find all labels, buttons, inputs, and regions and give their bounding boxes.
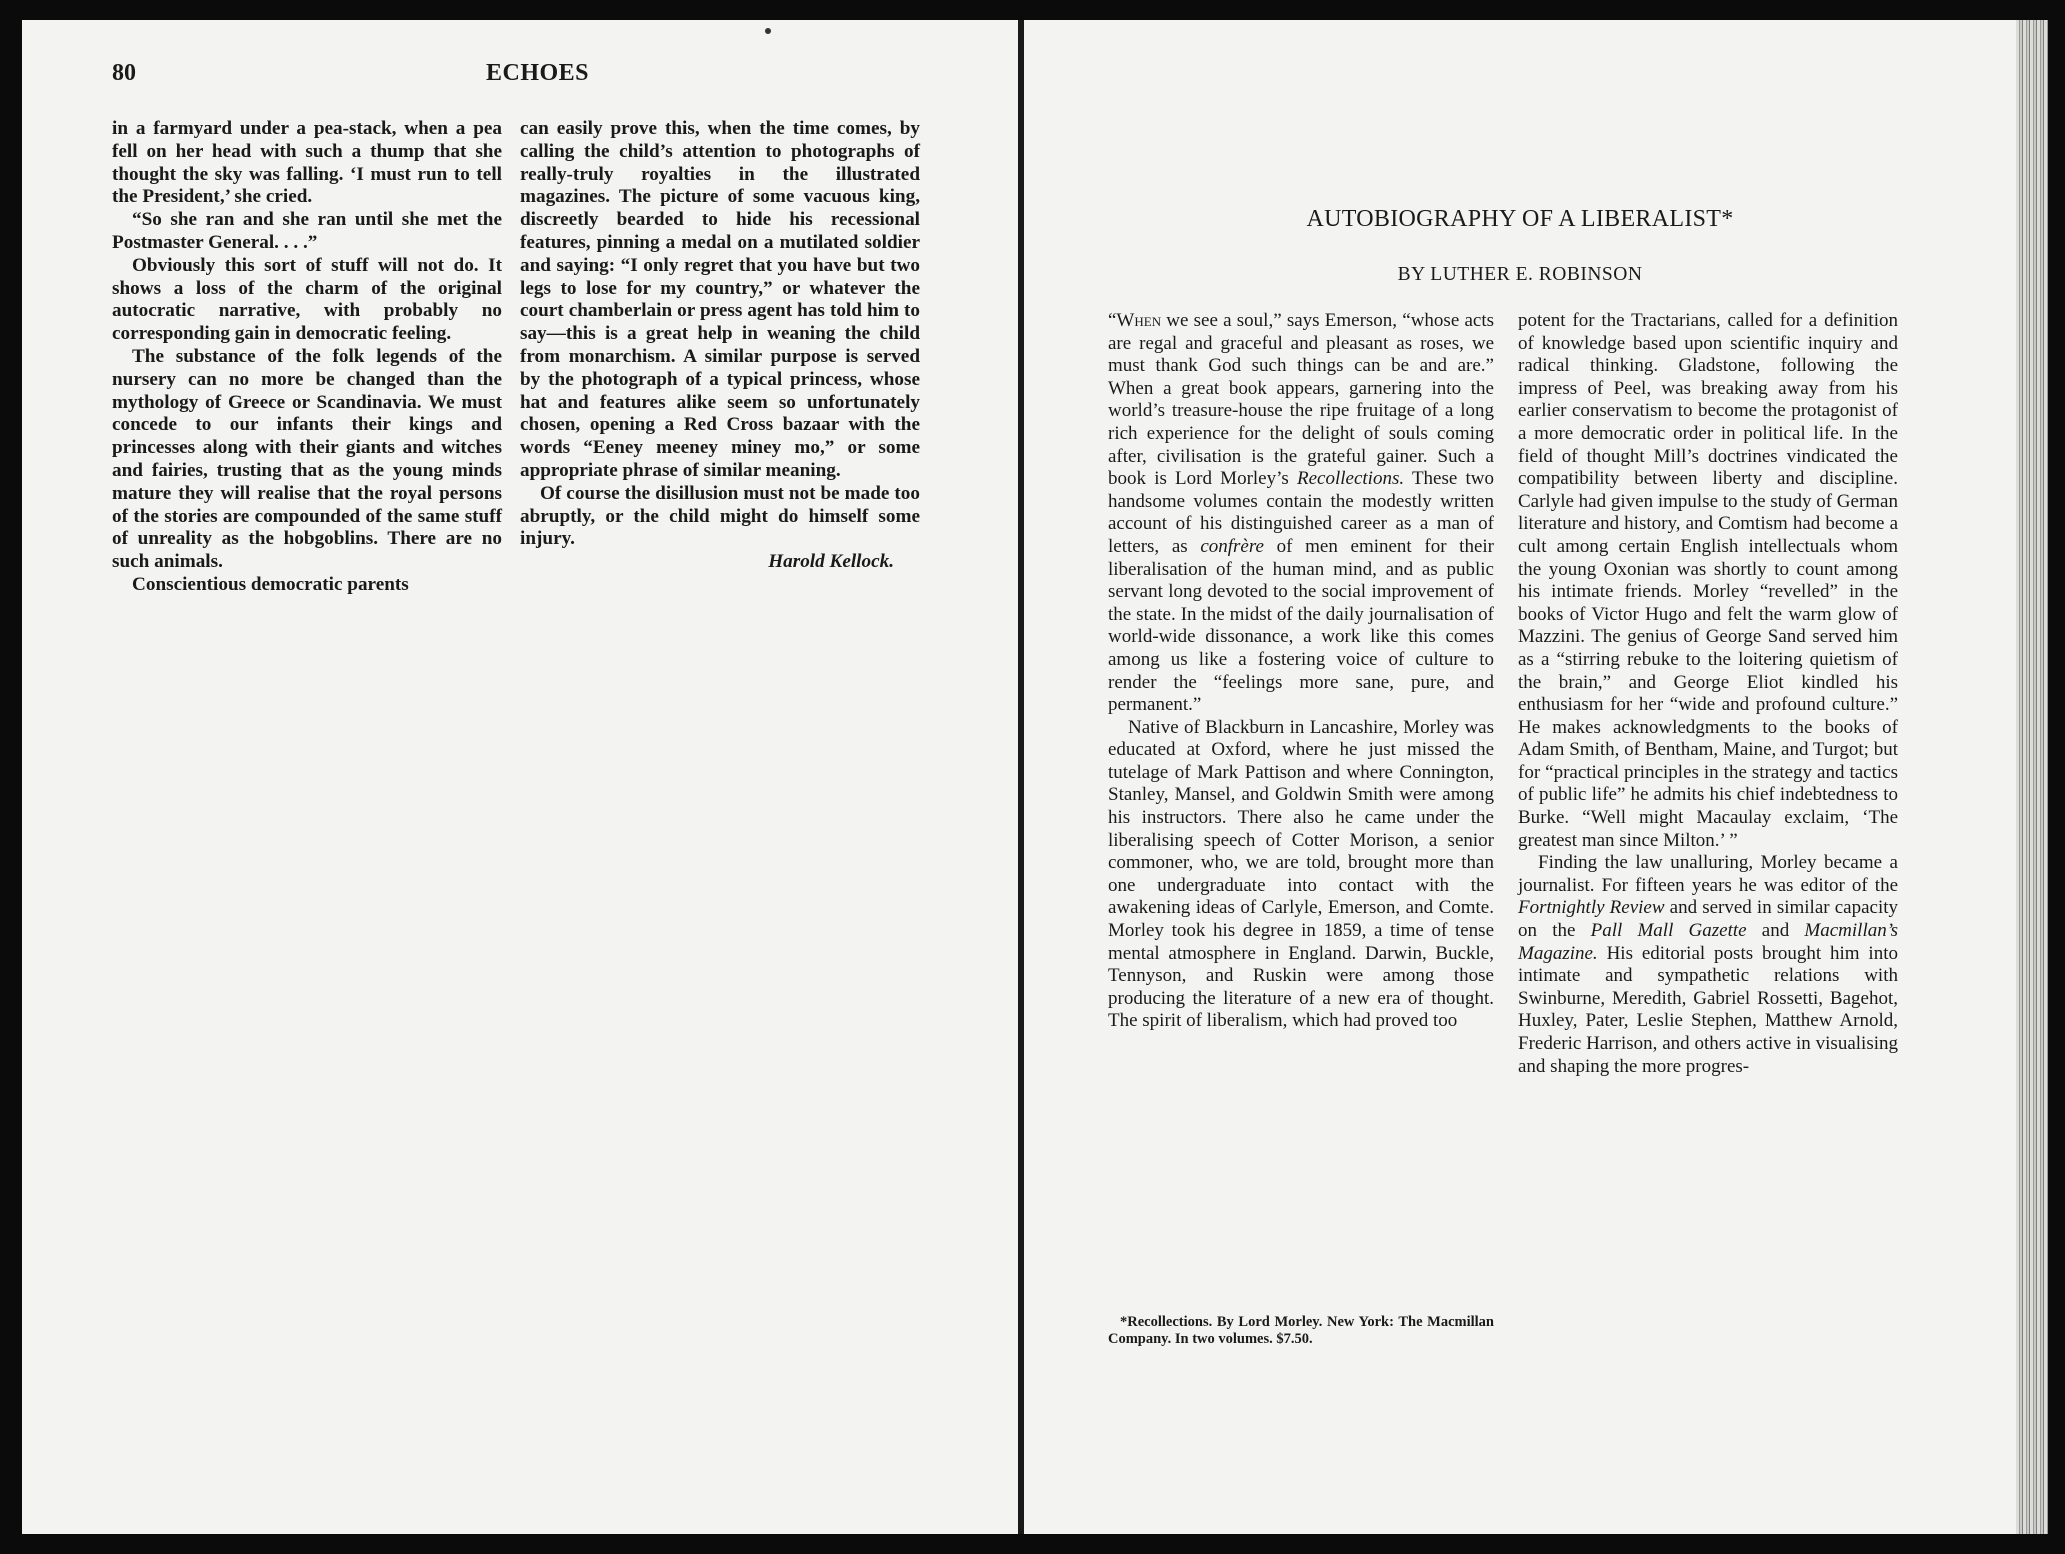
text-run: we see a soul,” says Emerson, “whose acts are regal and graceful and pleasant as roses, we must thank God such things can be and are.” When a great book appears, garnering into the world’s treasure-house the ripe fruitage of a long rich experience for the delight of souls coming after, civilisation is the grateful gainer. Such a book is Lord Morley’s: [1108, 310, 1494, 490]
paragraph: can easily prove this, when the time comes, by calling the child’s attention to photographs of really-truly royalties in the illustrated magazines. The picture of some vacuous king, discreetly bearded to hide his recessional features, pinning a medal on a mutilated soldier and saying: “I only regret that you have but two legs to lose for my country,” or whatever the court chamberlain or press agent has told him to say—this is a great help in weaning the child from monarchism. A similar purpose is served by the photograph of a typical princess, whose hat and features alike seem so unfortunately chosen, opening a Red Cross bazaar with the words “Eeney meeney miney mo,” or some appropriate phrase of similar meaning.: [520, 118, 920, 481]
page-edges: [2016, 20, 2048, 1534]
publication-title: Fortnightly Review: [1518, 897, 1665, 919]
text-run: and: [1746, 920, 1805, 942]
article-byline: BY LUTHER E. ROBINSON: [1397, 264, 1643, 285]
page-number: 80: [112, 60, 136, 86]
left-page-header: [112, 60, 992, 110]
left-column-1: [112, 118, 502, 597]
print-speck: [765, 28, 771, 34]
paragraph: “So she ran and she ran until she met the Postmaster General. . . .”: [112, 209, 502, 253]
text-run: These two handsome volumes contain the modestly written account of his distinguished career as a man of letters, as: [1108, 468, 1494, 557]
paragraph: Obviously this sort of stuff will not do. It shows a loss of the charm of the original autocratic narrative, with probably no corresponding gain in democratic feeling.: [112, 254, 502, 345]
paragraph: Conscientious democratic parents: [132, 573, 409, 595]
paragraph: Native of Blackburn in Lancashire, Morley was educated at Oxford, where he just missed the tutelage of Mark Pattison and where Connington, Stanley, Mansel, and Goldwin Smith were among his instructors. There also he came under the liberalising speech of Cotter Morison, a senior commoner, who, we are told, brought more than one undergraduate into contact with the awakening ideas of Carlyle, Emerson, and Comte. Morley took his degree in 1859, a time of tense mental atmosphere in England. Darwin, Buckle, Tennyson, and Ruskin were among those producing the literature of a new era of thought. The spirit of liberalism, which had proved too: [1108, 716, 1494, 1032]
right-column-2: [1518, 310, 1898, 1078]
publication-title: Macmillan’s Magazine.: [1518, 920, 1899, 964]
footnote: [1108, 1314, 1494, 1348]
right-column-1: [1108, 310, 1494, 1033]
paragraph: [1518, 852, 1898, 1078]
book-title: Recollections.: [1296, 468, 1405, 490]
paragraph: The substance of the folk legends of the nursery can no more be changed than the mythology of Greece or Scandinavia. We must concede to our infants their kings and princesses along with their giants and witches and fairies, trusting that as the young minds mature they will realise that the royal persons of the stories are compounded of the same stuff of unreality as the hobgoblins. There are no such animals.: [112, 345, 502, 573]
author-signature: Harold Kellock.: [768, 551, 894, 573]
text-run: of men eminent for their liberalisation of the human mind, and as public servant long devoted to the social improvement of the state. In the midst of the daily journalisation of world-wide dissonance, a work like this comes among us like a fostering voice of culture to render the “feelings more sane, pure, and permanent.”: [1108, 535, 1494, 716]
text-run: and served in similar capacity on the: [1518, 897, 1899, 942]
article-title: AUTOBIOGRAPHY OF A LIBERALIST*: [1306, 206, 1734, 232]
paragraph: in a farmyard under a pea-stack, when a pea fell on her head with such a thump that she thought the sky was falling. ‘I must run to tell the President,’ she cried.: [112, 118, 502, 208]
paragraph: [1108, 310, 1494, 717]
left-column-2: [520, 118, 920, 574]
footnote-text: *Recollections. By Lord Morley. New York: The Macmillan Company. In two volumes. $7.50.: [1108, 1314, 1494, 1347]
text-run: Finding the law unalluring, Morley became a journalist. For fifteen years he was editor of the: [1518, 852, 1898, 896]
paragraph: Of course the disillusion must not be made too abruptly, or the child might do himself some injury.: [520, 482, 920, 550]
drop-word: “When: [1108, 310, 1162, 331]
publication-title: Pall Mall Gazette: [1590, 920, 1747, 942]
text-run: His editorial posts brought him into intimate and sympathetic relations with Swinburne, Meredith, Gabriel Rossetti, Bagehot, Huxley, Pater, Leslie Stephen, Matthew Arnold, Frederic Harrison, and others active in visualising and shaping the more progres-: [1518, 942, 1898, 1077]
paragraph: potent for the Tractarians, called for a definition of knowledge based upon scientific inquiry and radical thinking. Gladstone, following the impress of Peel, was breaking away from his earlier conservatism to become the protagonist of a more democratic order in political life. In the field of thought Mill’s doctrines vindicated the compatibility between liberty and discipline. Carlyle had given impulse to the study of German literature and history, and Comtism had become a cult among certain English intellectuals whom the young Oxonian was shortly to count among his intimate friends. Morley “revelled” in the books of Victor Hugo and felt the warm glow of Mazzini. The genius of George Sand served him as a “stirring rebuke to the loitering quietism of the brain,” and George Eliot kindled his enthusiasm for her “wide and profound culture.” He makes acknowledgments to the books of Adam Smith, of Bentham, Maine, and Turgot; but for “practical principles in the strategy and tactics of public life” he admits his chief indebtedness to Burke. “Well might Macaulay exclaim, ‘The greatest man since Milton.’ ”: [1518, 310, 1898, 851]
italic-word: confrère: [1200, 535, 1264, 557]
running-head: ECHOES: [486, 60, 590, 86]
